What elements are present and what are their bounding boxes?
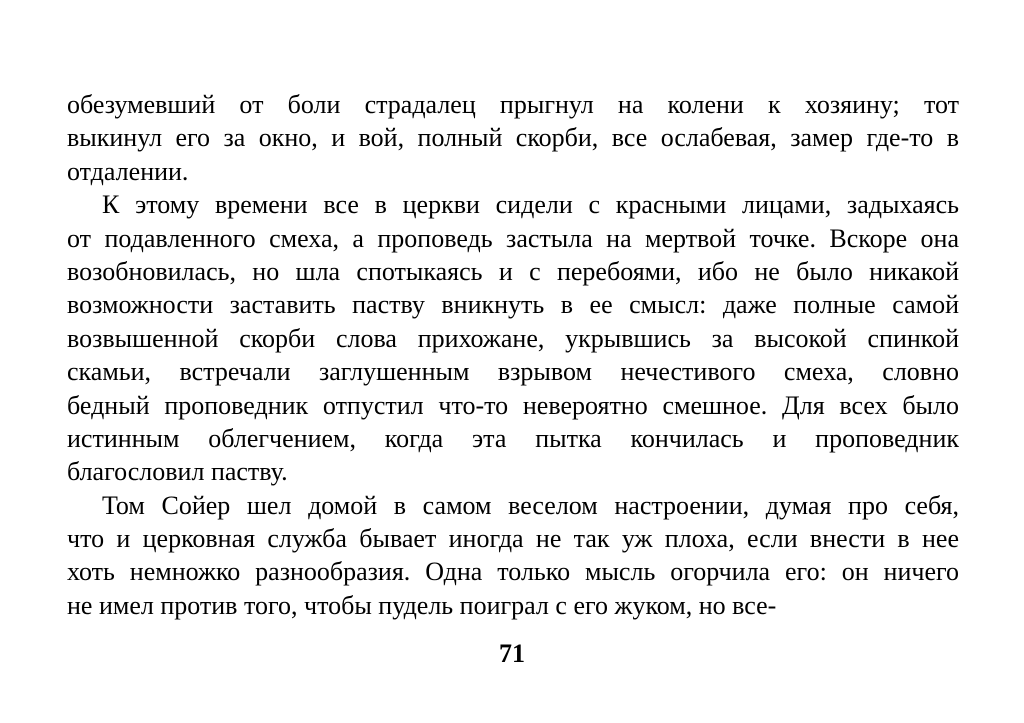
text-line: выкинул его за окно, и вой, полный скорби, все ослабевая, замер где-то в bbox=[67, 123, 959, 153]
text-line: возвышенной скорби слова прихожане, укрывшись за высокой спинкой bbox=[67, 323, 959, 353]
text-line: истинным облегчением, когда эта пытка кончилась и проповедник bbox=[67, 423, 959, 453]
text-line: отдалении. bbox=[67, 156, 189, 186]
text-line: возобновилась, но шла спотыкаясь и с перебоями, ибо не было никакой bbox=[67, 256, 959, 286]
text-line: скамьи, встречали заглушенным взрывом нечестивого смеха, словно bbox=[67, 357, 959, 387]
text-line: обезумевший от боли страдалец прыгнул на колени к хозяину; тот bbox=[67, 90, 959, 119]
body-text bbox=[67, 88, 959, 622]
text-line: К этому времени все в церкви сидели с красными лицами, задыхаясь bbox=[102, 190, 959, 220]
text-line: благословил паству. bbox=[67, 457, 288, 487]
text-line: хоть немножко разнообразия. Одна только мысль огорчила его: он ничего bbox=[67, 557, 959, 587]
text-line: возможности заставить паству вникнуть в ее смысл: даже полные самой bbox=[67, 290, 959, 320]
text-line: что и церковная служба бывает иногда не так уж плоха, если внести в нее bbox=[67, 524, 959, 554]
text-line: не имел против того, чтобы пудель поиграл с его жуком, но все- bbox=[67, 590, 777, 620]
text-line: бедный проповедник отпустил что-то невероятно смешное. Для всех было bbox=[67, 390, 959, 420]
text-line: Том Сойер шел домой в самом веселом настроении, думая про себя, bbox=[102, 490, 959, 520]
text-line: от подавленного смеха, а проповедь застыла на мертвой точке. Вскоре она bbox=[67, 223, 959, 253]
page-number: 71 bbox=[499, 639, 525, 668]
